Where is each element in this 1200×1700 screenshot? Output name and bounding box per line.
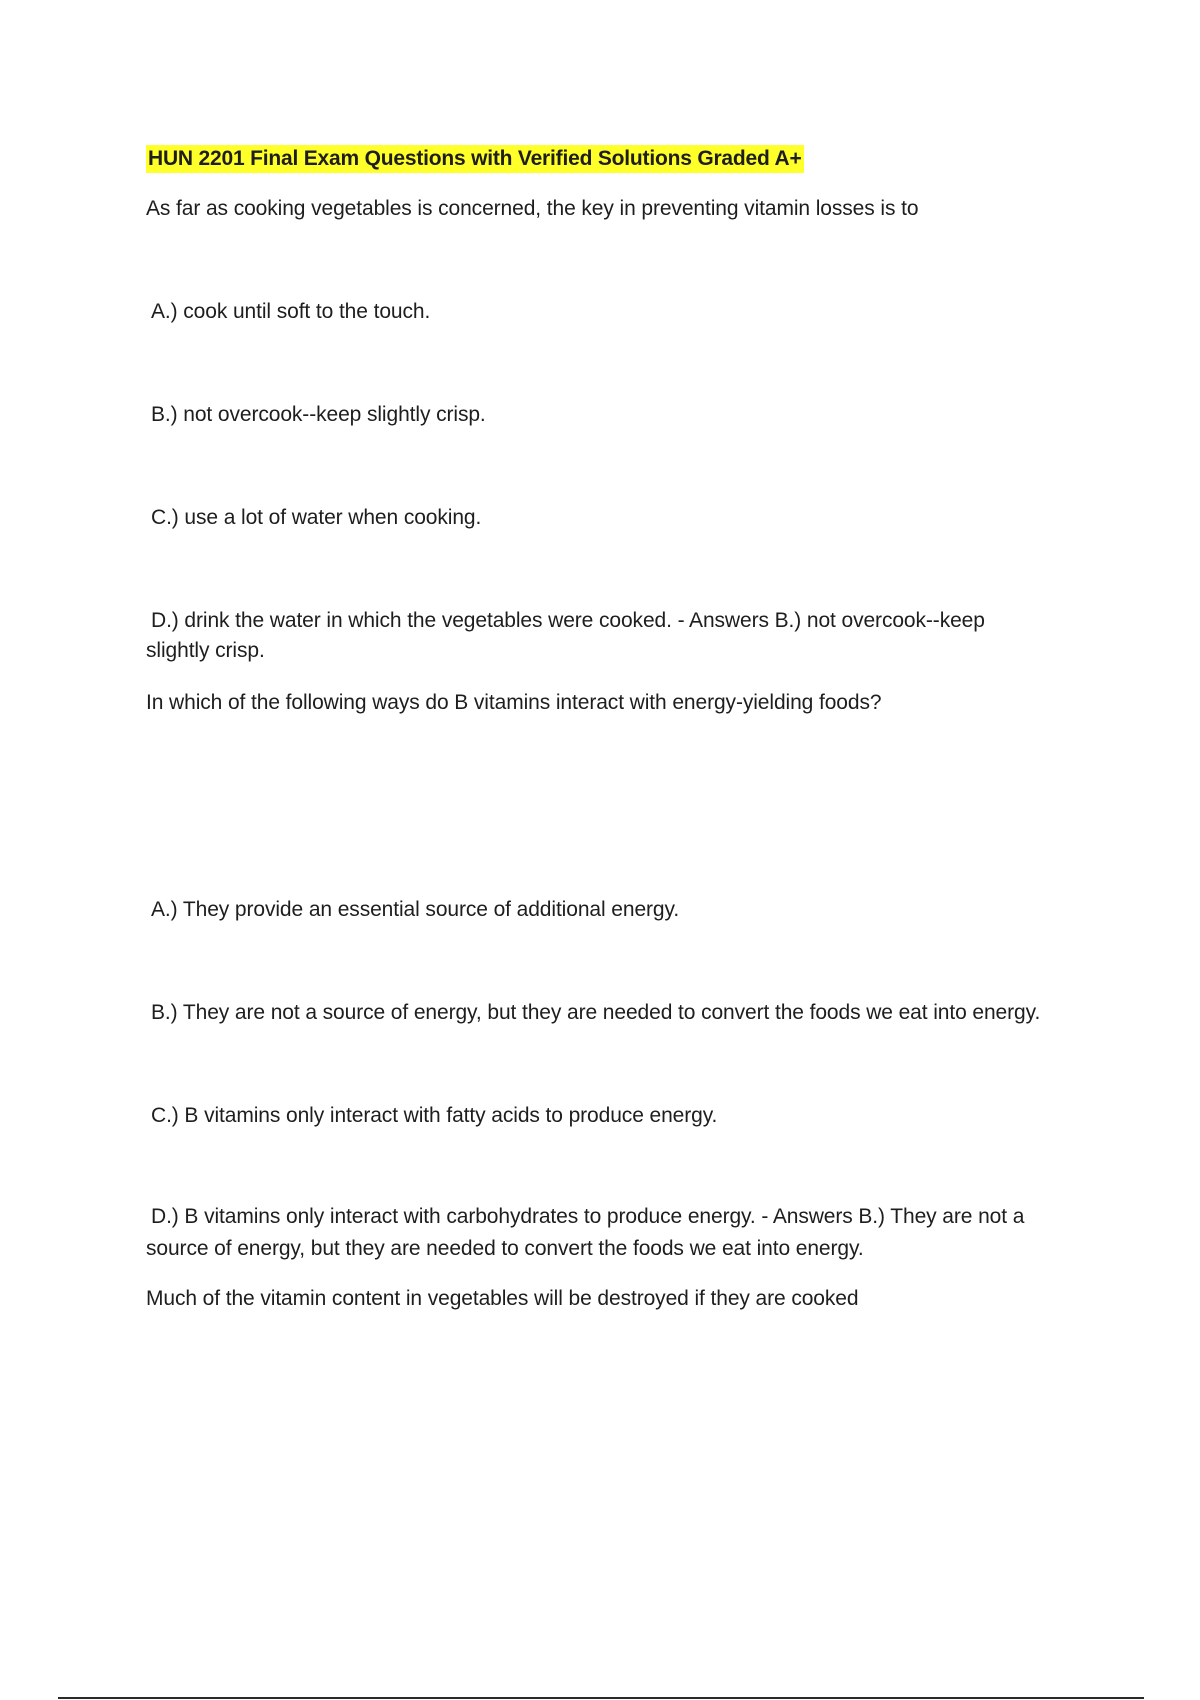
question-1-option-a: A.) cook until soft to the touch. [151, 300, 431, 323]
footer-divider [58, 1697, 1144, 1699]
question-2-option-a: A.) They provide an essential source of additional energy. [151, 898, 680, 921]
document-title [146, 143, 804, 174]
question-1-option-d: D.) drink the water in which the vegetables were cooked. - Answers B.) not overcook--keep [151, 609, 985, 632]
question-1-answer-continuation: slightly crisp. [146, 639, 265, 662]
question-2-answer-continuation: source of energy, but they are needed to convert the foods we eat into energy. [146, 1237, 864, 1260]
question-1-option-b: B.) not overcook--keep slightly crisp. [151, 403, 486, 426]
question-2-option-d: D.) B vitamins only interact with carbohydrates to produce energy. - Answers B.) They are not a [151, 1205, 1025, 1228]
question-2-option-c: C.) B vitamins only interact with fatty acids to produce energy. [151, 1104, 718, 1127]
question-2-option-b: B.) They are not a source of energy, but they are needed to convert the foods we eat into energy. [151, 1001, 1041, 1024]
question-1-prompt: As far as cooking vegetables is concerned, the key in preventing vitamin losses is to [146, 197, 919, 220]
question-2-prompt: In which of the following ways do B vitamins interact with energy-yielding foods? [146, 691, 882, 714]
question-3-prompt: Much of the vitamin content in vegetables will be destroyed if they are cooked [146, 1287, 859, 1310]
question-1-option-c: C.) use a lot of water when cooking. [151, 506, 482, 529]
title-highlight: HUN 2201 Final Exam Questions with Verified Solutions Graded A+ [146, 145, 804, 173]
